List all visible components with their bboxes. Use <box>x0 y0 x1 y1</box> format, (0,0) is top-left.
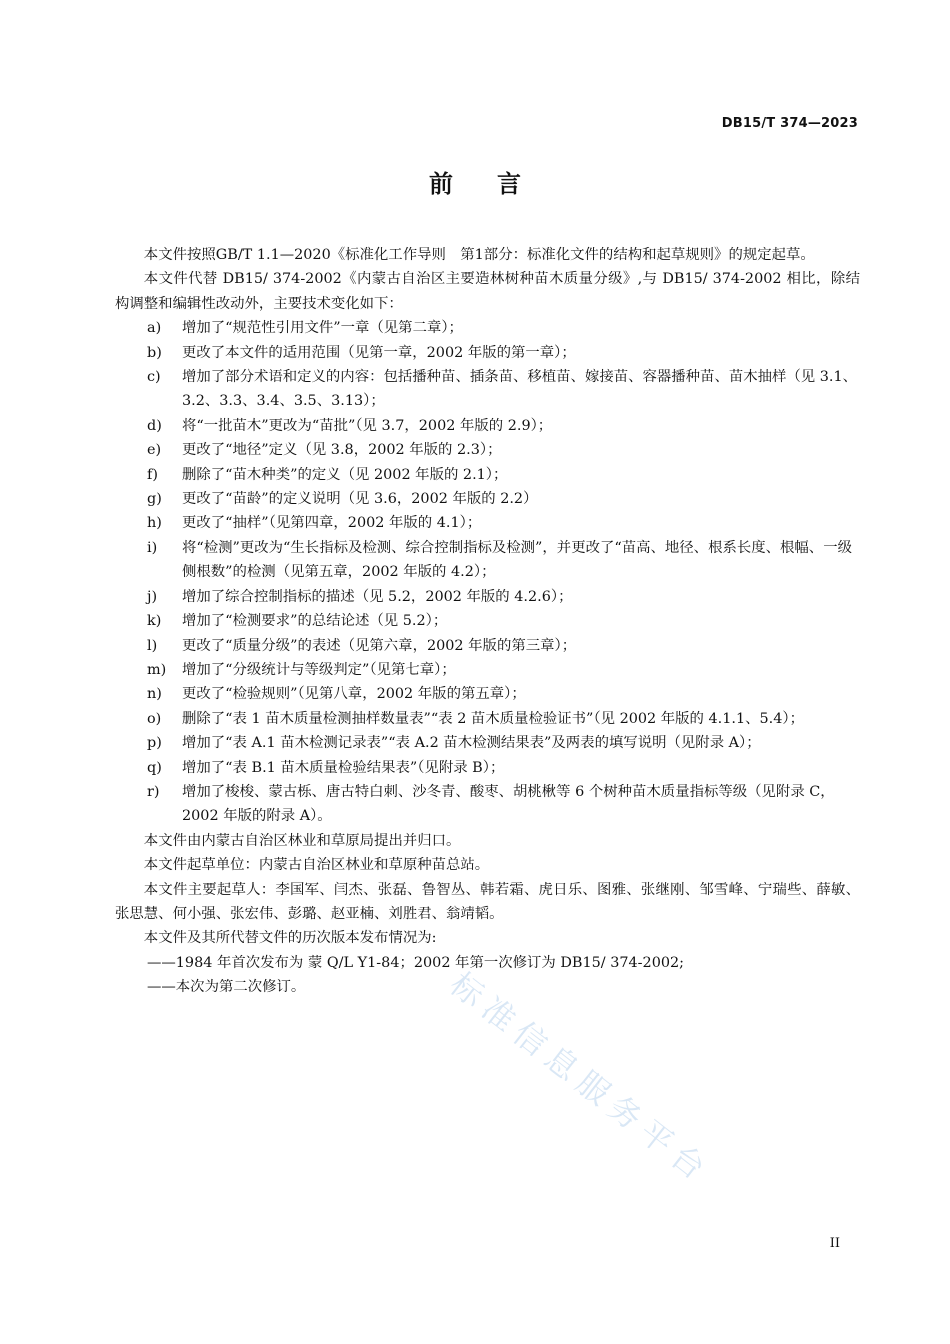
list-item-label: c) <box>147 369 161 386</box>
paragraph-proposer: 本文件由内蒙古自治区林业和草原局提出并归口。 <box>143 832 461 849</box>
list-item-label: m) <box>147 661 167 678</box>
paragraph-drafters: 本文件主要起草人：李国军、闫杰、张磊、鲁智丛、韩若霜、虎日乐、图雅、张继刚、邹雪峰、宁瑞些、薛敏、张思慧、何小强、张宏伟、彭璐、赵亚楠、刘胜君、翁靖韬。 <box>115 881 860 922</box>
history-entry: ——本次为第二次修订。 <box>147 979 306 996</box>
list-item <box>115 463 860 487</box>
list-item-text: 删除了“表 1 苗木质量检测抽样数量表”“表 2 苗木质量检验证书”（见 2002 年版的 4.1.1、5.4）； <box>182 710 804 727</box>
list-item-label: l) <box>147 637 158 654</box>
paragraph-drafting-basis: 本文件按照GB/T 1.1—2020《标准化工作导则 第1部分：标准化文件的结构和起草规则》的规定起草。 <box>143 247 815 263</box>
list-item <box>115 487 860 511</box>
list-item-label: e) <box>147 442 162 459</box>
list-item-label: a) <box>147 320 162 337</box>
list-item <box>115 609 860 633</box>
paragraph-replacement: 本文件代替 DB15/ 374-2002《内蒙古自治区主要造林树种苗木质量分级》,与 DB15/ 374-2002 相比，除结构调整和编辑性改动外，主要技术变化如下： <box>115 271 860 312</box>
page-title: 前言 <box>429 170 565 198</box>
page-number: II <box>829 1236 840 1251</box>
document-id: DB15/T 374—2023 <box>721 116 858 131</box>
list-item-label: o) <box>147 710 162 727</box>
list-item-label: g) <box>147 491 162 508</box>
list-item-label: p) <box>147 735 162 752</box>
list-item-text: 增加了“表 B.1 苗木质量检验结果表”（见附录 B）； <box>182 759 505 776</box>
list-item-label: f) <box>147 466 158 483</box>
list-item-label: i) <box>147 539 158 556</box>
list-item-text: 删除了“苗木种类”的定义（见 2002 年版的 2.1）； <box>182 466 508 483</box>
watermark: 标准信息服务平台 <box>442 964 719 1192</box>
list-item <box>115 511 860 535</box>
paragraph-drafting-unit: 本文件起草单位：内蒙古自治区林业和草原种苗总站。 <box>143 857 490 874</box>
history-entry: ——1984 年首次发布为 蒙 Q/L Y1-84；2002 年第一次修订为 DB15/ 374-2002; <box>147 954 685 971</box>
list-item-text: 将“检测”更改为“生长指标及检测、综合控制指标及检测”，并更改了“苗高、地径、根系长度、根幅、一级侧根数”的检测（见第五章，2002 年版的 4.2）； <box>182 539 852 581</box>
list-item-label: j) <box>147 588 158 605</box>
list-item <box>115 438 860 462</box>
list-item-text: 增加了部分术语和定义的内容：包括播种苗、插条苗、移植苗、嫁接苗、容器播种苗、苗木抽样（见 3.1、3.2、3.3、3.4、3.5、3.13）； <box>182 369 858 410</box>
list-item-label: n) <box>147 686 162 703</box>
list-item-label: r) <box>147 783 160 800</box>
list-item-text: 增加了“分级统计与等级判定”（见第七章）； <box>182 661 456 678</box>
list-item-text: 更改了“苗龄”的定义说明（见 3.6，2002 年版的 2.2） <box>182 491 538 508</box>
list-item-label: d) <box>147 417 162 434</box>
list-item-text: 增加了综合控制指标的描述（见 5.2，2002 年版的 4.2.6）； <box>182 588 573 605</box>
list-item-text: 更改了“抽样”（见第四章，2002 年版的 4.1）； <box>182 515 482 532</box>
list-item-label: q) <box>147 759 162 776</box>
list-item <box>115 365 860 414</box>
list-item-text: 增加了“规范性引用文件”一章（见第二章）； <box>182 320 463 337</box>
list-item <box>115 536 860 585</box>
list-item <box>115 756 860 780</box>
list-item-text: 增加了梭梭、蒙古栎、唐古特白刺、沙冬青、酸枣、胡桃楸等 6 个树种苗木质量指标等级（见附录 C，2002 年版的附录 A）。 <box>182 783 835 825</box>
list-item <box>115 731 860 755</box>
list-item-label: b) <box>147 344 162 361</box>
list-item-text: 更改了本文件的适用范围（见第一章，2002 年版的第一章）； <box>182 344 576 361</box>
list-item-text: 增加了“检测要求”的总结论述（见 5.2）； <box>182 613 448 630</box>
list-item <box>115 634 860 658</box>
list-item <box>115 585 860 609</box>
list-item <box>115 414 860 438</box>
list-item-text: 增加了“表 A.1 苗木检测记录表”“表 A.2 苗木检测结果表”及两表的填写说明（见附录 A）； <box>182 735 761 752</box>
list-item <box>115 341 860 365</box>
paragraph-version-history: 本文件及其所代替文件的历次版本发布情况为: <box>143 930 437 947</box>
list-item <box>115 658 860 682</box>
list-item <box>115 316 860 340</box>
list-item-text: 更改了“地径”定义（见 3.8，2002 年版的 2.3）； <box>182 442 502 459</box>
list-item <box>115 780 860 829</box>
list-item-label: h) <box>147 515 162 532</box>
list-item-text: 更改了“检验规则”（见第八章，2002 年版的第五章）； <box>182 686 526 703</box>
list-item-label: k) <box>147 613 162 630</box>
list-item-text: 更改了“质量分级”的表述（见第六章，2002 年版的第三章）； <box>182 637 577 654</box>
list-item <box>115 707 860 731</box>
document-body <box>115 243 860 1000</box>
list-item-text: 将“一批苗木”更改为“苗批”（见 3.7，2002 年版的 2.9）； <box>182 417 553 434</box>
list-item <box>115 682 860 706</box>
